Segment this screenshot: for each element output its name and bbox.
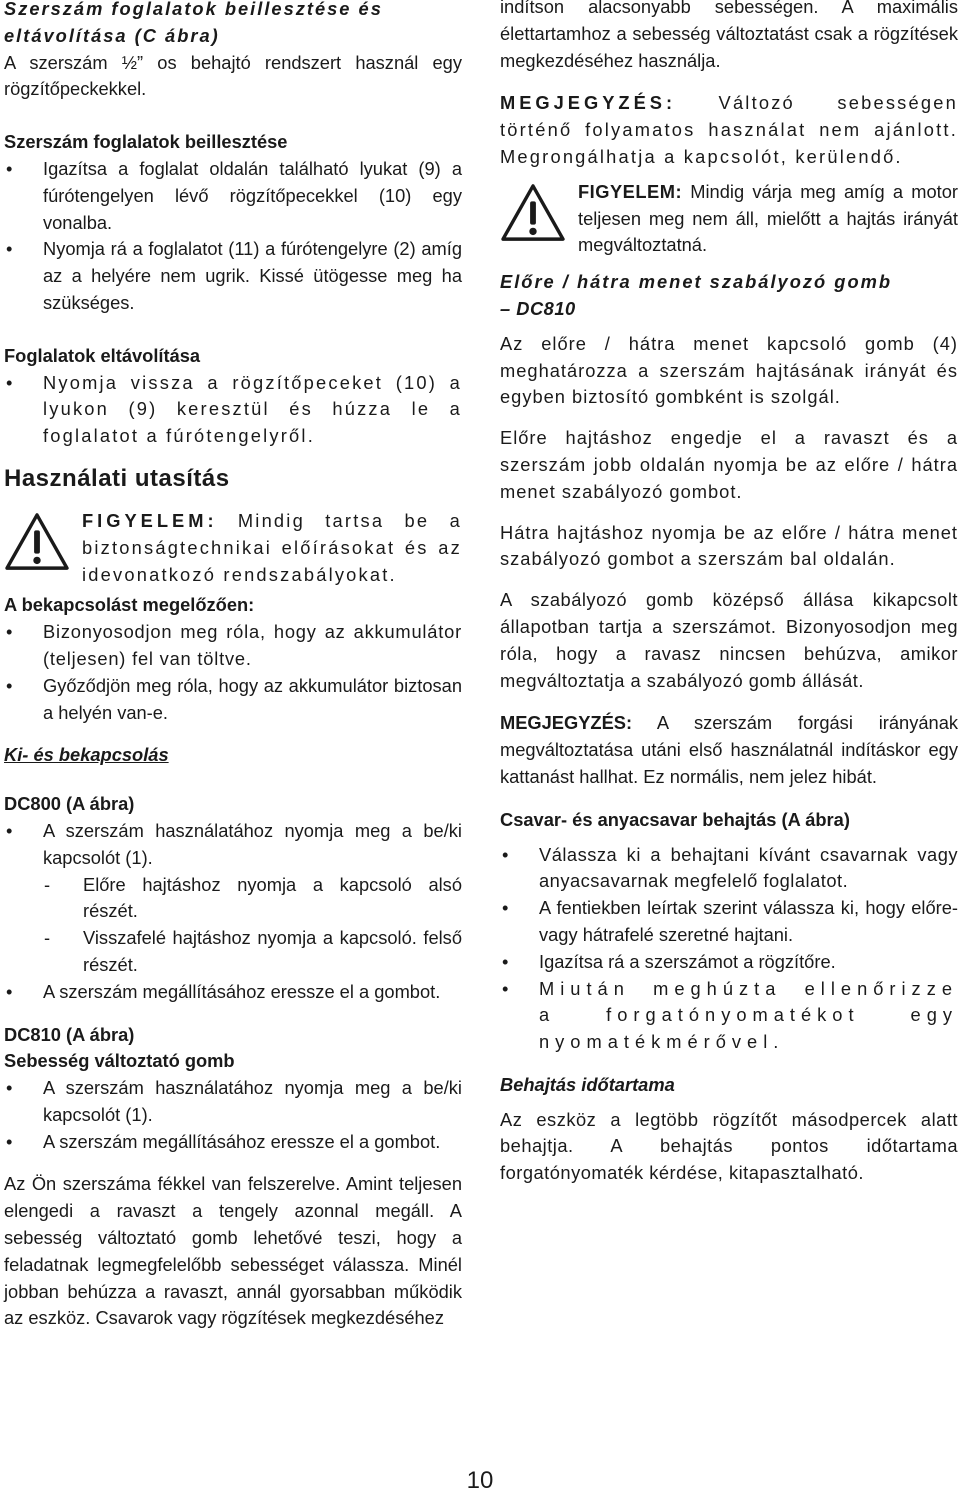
warning-text: Mindig várja meg amíg a motor teljesen meg nem áll, mielőtt a hajtás irányát megváltoztatná.	[578, 180, 958, 256]
note-variable-speed	[500, 90, 958, 170]
note-label: MEGJEGYZÉS:	[500, 92, 677, 114]
list-item: • A szerszám megállításához eressze el a gombot.	[6, 980, 441, 1002]
warning-block	[4, 508, 462, 588]
list-item: • Nyomja vissza a rögzítőpeceket (10) a lyukon (9) keresztül és húzza le a foglalatot a fúrótengelyről.	[6, 371, 462, 447]
list-item: • A fentiekben leírtak szerint válassza ki, hogy előre- vagy hátrafelé szeretné hajtani.	[502, 897, 958, 945]
paragraph-brake: Az Ön szerszáma fékkel van felszerelve. Amint teljesen elengedi a ravaszt a tengely azonnal megáll. A sebesség változtató gomb lehetővé teszi, hogy a feladatnak legmegfelelőbb sebességet válassza. Minél jobban behúzza a ravaszt, annál gyorsabban működik az eszköz. Csavarok vagy rögzítések megkezdéséhez	[4, 1173, 462, 1329]
list-item: • Bizonyosodjon meg róla, hogy az akkumulátor (teljesen) fel van töltve.	[6, 621, 462, 669]
note-label: MEGJEGYZÉS:	[500, 712, 633, 734]
subheading-dc800: DC800 (A ábra)	[4, 793, 135, 815]
list-item: • Győződjön meg róla, hogy az akkumulátor biztosan a helyén van-e.	[6, 674, 462, 723]
section-heading-forward-reverse	[500, 269, 958, 323]
list-item: • A szerszám használatához nyomja meg a be/ki kapcsolót (1).	[6, 1077, 462, 1125]
screw-list	[500, 842, 958, 1056]
list-item: • Igazítsa a foglalat oldalán található lyukat (9) a fúrótengelyen lévő rögzítőpecekkel (10) egy vonalba.	[6, 157, 462, 233]
list-item: • A szerszám megállításához eressze el a gombot.	[6, 1130, 441, 1152]
heading-line: – DC810	[500, 297, 576, 319]
warning-triangle-icon	[500, 183, 566, 243]
note-text: A szerszám forgási irányának megváltoztatása utáni első használatnál indításkor egy kattanást hallhat. Ez normális, nem jelez hibát.	[500, 712, 958, 787]
heading-line: eltávolítása (C ábra)	[4, 24, 220, 46]
section-heading-tool-sockets	[4, 0, 462, 50]
subheading-before-switching-on: A bekapcsolást megelőzően:	[4, 594, 255, 616]
paragraph: Előre hajtáshoz engedje el a ravaszt és a szerszám jobb oldalán nyomja be az előre / hátra menet szabályozó gombot.	[500, 427, 958, 502]
list-item: • Nyomja rá a foglalatot (11) a fúrótengelyre (2) amíg az a helyére nem ugrik. Kissé ütögesse meg ha szükséges.	[6, 238, 462, 313]
dash-item: - Visszafelé hajtáshoz nyomja a kapcsoló. felső részét.	[44, 927, 462, 975]
subheading-speed-control: Sebesség változtató gomb	[4, 1050, 235, 1072]
paragraph-continued: indítson alacsonyabb sebességen. A maximális élettartamhoz a sebesség változtatást csak a rögzítések megkezdéséhez használja.	[500, 0, 958, 71]
note-text: Változó sebességen történő folyamatos használat nem ajánlott. Megrongálhatja a kapcsolót, kerülendő.	[500, 92, 958, 167]
heading-line: Szerszám foglalatok beillesztése és	[4, 0, 383, 19]
list-item: • Válassza ki a behajtani kívánt csavarnak vagy anyacsavarnak megfelelő foglalatot.	[502, 843, 958, 892]
subheading-remove-sockets: Foglalatok eltávolítása	[4, 344, 201, 366]
subheading-insert-sockets: Szerszám foglalatok beillesztése	[4, 131, 288, 153]
paragraph: A szabályozó gomb középső állása kikapcsolt állapotban tartja a szerszámot. Bizonyosodjon meg róla, hogy a ravasz nincsen behúzva, amikor megváltoztatja a szabályozó gomb állását.	[500, 589, 958, 691]
note-rotation-change	[500, 710, 958, 790]
paragraph: Az előre / hátra menet kapcsoló gomb (4) meghatározza a szerszám hajtásának irányát és egyben biztosító gombként is szolgál.	[500, 332, 958, 408]
subheading-driving-time: Behajtás időtartama	[500, 1073, 675, 1095]
warning-label: FIGYELEM:	[578, 180, 683, 202]
warning-label: FIGYELEM:	[82, 509, 218, 531]
warning-text: Mindig tartsa be a biztonságtechnikai előírásokat és az idevonatkozó rendszabályokat.	[82, 509, 462, 585]
right-column	[500, 0, 958, 1187]
before-list	[4, 619, 462, 726]
paragraph: A szerszám ½” os behajtó rendszert használ egy rögzítőpeckekkel.	[4, 51, 462, 100]
insert-list	[4, 156, 462, 317]
subheading-screw-driving: Csavar- és anyacsavar behajtás (A ábra)	[500, 808, 850, 830]
dash-item: - Előre hajtáshoz nyomja a kapcsoló alsó részét.	[44, 873, 462, 922]
list-item: • Miután meghúzta ellenőrizze a forgatónyomatékot egy nyomatékmérővel.	[502, 977, 958, 1053]
paragraph: Az eszköz a legtöbb rögzítőt másodpercek alatt behajtja. A behajtás pontos időtartama forgatónyomaték kérdése, kitapasztalható.	[500, 1108, 958, 1184]
paragraph: Hátra hajtáshoz nyomja be az előre / hátra menet szabályozó gombot a szerszám bal oldalán.	[500, 521, 958, 570]
section-heading-operating-instructions: Használati utasítás	[4, 464, 230, 492]
warning-block	[500, 179, 958, 259]
subheading-on-off: Ki- és bekapcsolás	[4, 744, 169, 766]
list-item: • A szerszám használatához nyomja meg a be/ki kapcsolót (1).	[6, 819, 462, 868]
left-column	[4, 0, 462, 1332]
subheading-dc810: DC810 (A ábra)	[4, 1023, 135, 1045]
page-number: 10	[466, 1467, 494, 1493]
heading-line: Előre / hátra menet szabályozó gomb	[500, 271, 893, 293]
list-item: • Igazítsa rá a szerszámot a rögzítőre.	[502, 950, 836, 972]
warning-triangle-icon	[4, 512, 70, 572]
